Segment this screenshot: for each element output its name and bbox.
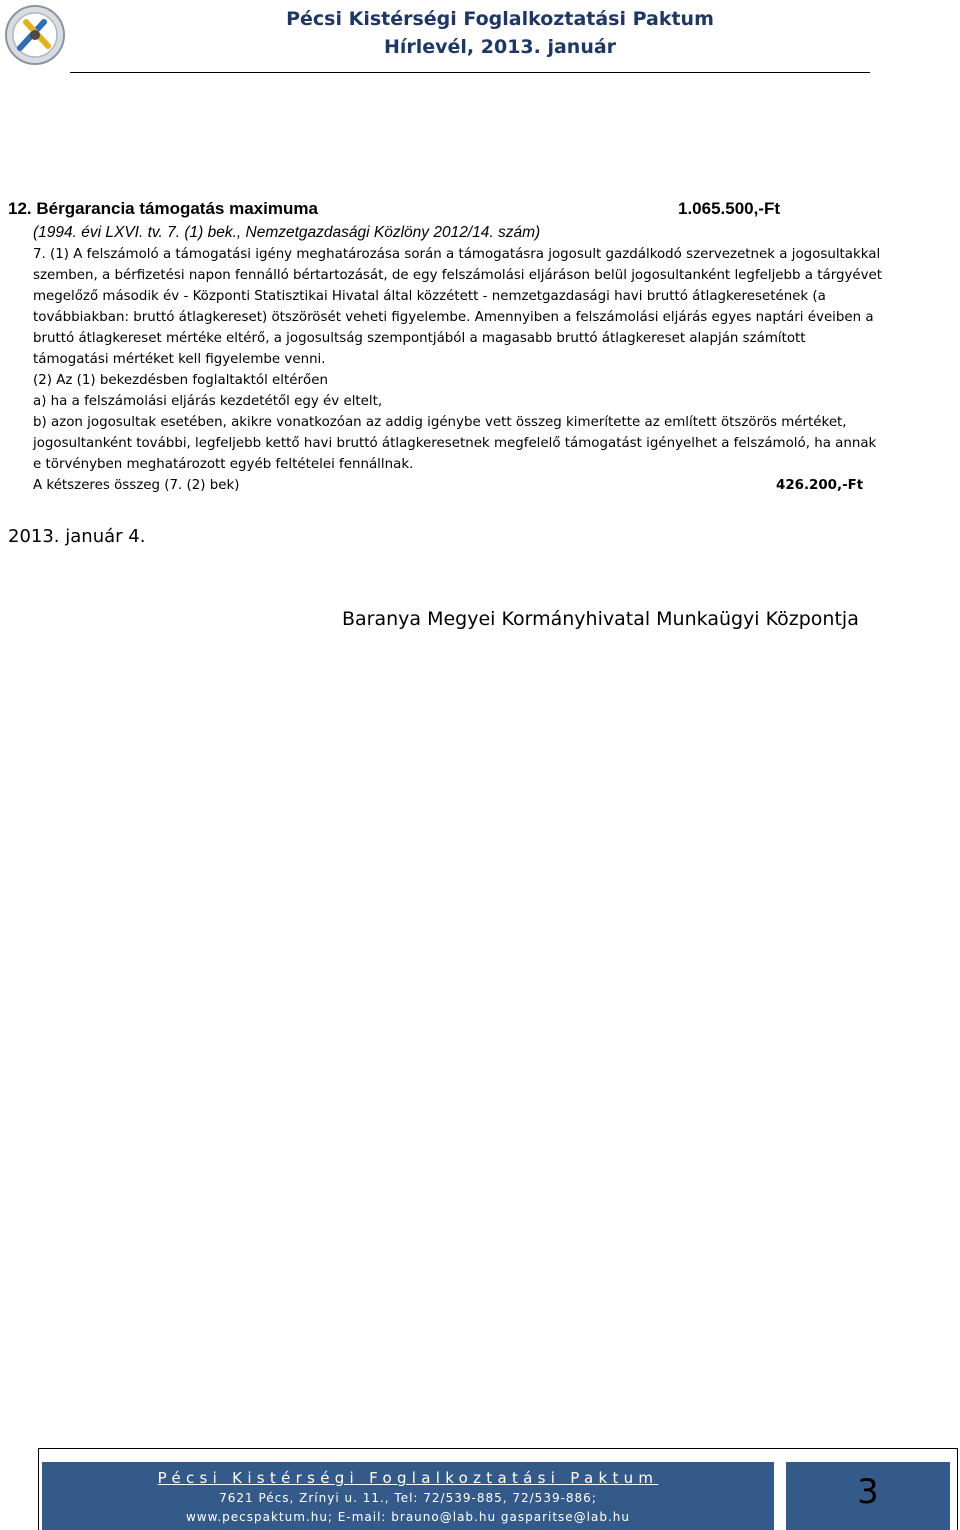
- body-line: bruttó átlagkereset mértéke eltérő, a jogosultság szempontjából a magasabb bruttó átlagkereset alapján számított: [33, 331, 806, 346]
- body-line: megelőző második év - Központi Statisztikai Hivatal által közzétett - nemzetgazdasági havi bruttó átlagkeresetének (a: [33, 289, 826, 304]
- body-line: jogosultanként további, legfeljebb kettő havi bruttó átlagkeresetnek megfelelő támogatást igényelhet a felszámoló, ha annak: [33, 436, 877, 451]
- section-amount: 1.065.500,-Ft: [678, 199, 781, 218]
- footer-org-name: Pécsi Kistérségi Foglalkoztatási Paktum: [157, 1469, 659, 1487]
- body-line: b) azon jogosultak esetében, akikre vonatkozóan az addig igénybe vett összeg kimerítette az említett ötszörös mértéket,: [33, 415, 847, 430]
- body-line: a) ha a felszámolási eljárás kezdetétől egy év eltelt,: [33, 394, 383, 409]
- body-line: szemben, a bérfizetési napon fennálló bértartozását, de egy felszámolási eljáráson belül jogosultanként legfeljebb a tárgyévet: [33, 268, 883, 283]
- header-subtitle: Hírlevél, 2013. január: [383, 36, 617, 58]
- footer: [42, 1462, 774, 1530]
- law-reference: (1994. évi LXVI. tv. 7. (1) bek., Nemzetgazdasági Közlöny 2012/14. szám): [33, 224, 541, 241]
- section-heading: 12. Bérgarancia támogatás maximuma: [8, 199, 318, 218]
- body-line: támogatási mértéket kell figyelembe venni.: [33, 352, 326, 367]
- document-date: 2013. január 4.: [8, 526, 146, 547]
- pact-logo-icon: [4, 4, 66, 66]
- double-amount: 426.200,-Ft: [776, 478, 864, 493]
- body-line: (2) Az (1) bekezdésben foglaltaktól eltérően: [33, 373, 328, 388]
- header-divider: [70, 72, 870, 73]
- signature: Baranya Megyei Kormányhivatal Munkaügyi Központja: [342, 608, 859, 630]
- footer-address: 7621 Pécs, Zrínyi u. 11., Tel: 72/539-885, 72/539-886;: [219, 1491, 597, 1505]
- body-line: továbbiakban: bruttó átlagkereset) ötszörösét veheti figyelembe. Amennyiben a felszámolási eljárás egyes naptári éveiben a: [33, 310, 874, 325]
- body-line: e törvényben meghatározott egyéb feltételei fennállnak.: [33, 457, 414, 472]
- body-line: A kétszeres összeg (7. (2) bek): [33, 478, 240, 493]
- header-title: Pécsi Kistérségi Foglalkoztatási Paktum: [286, 8, 714, 30]
- body-line: 7. (1) A felszámoló a támogatási igény meghatározása során a támogatásra jogosult gazdálkodó szervezetnek a jogosultakkal: [33, 247, 881, 262]
- page-number: 3: [786, 1462, 950, 1530]
- footer-contact: www.pecspaktum.hu; E-mail: brauno@lab.hu gasparitse@lab.hu: [185, 1510, 631, 1524]
